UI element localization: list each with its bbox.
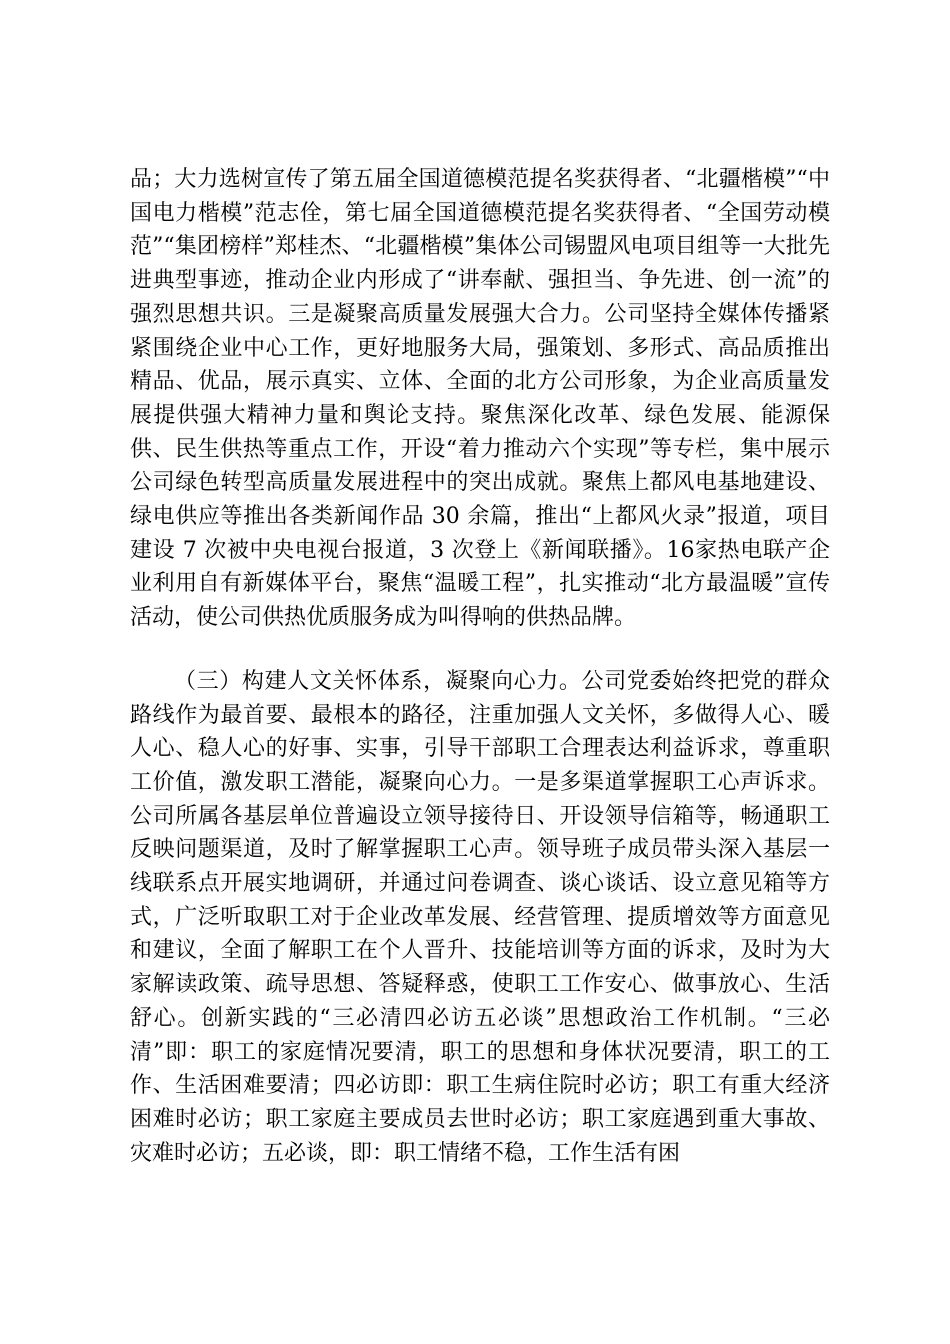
paragraph-section-three: （三）构建人文关怀体系，凝聚向心力。公司党委始终把党的群众路线作为最首要、最根本的路径，注重加强人文关怀，多做得人心、暖人心、稳人心的好事、实事，引导干部职工合理表达利益诉求，尊重职工价值，激发职工潜能，凝聚向心力。一是多渠道掌握职工心声诉求。公司所属各基层单位普遍设立领导接待日、开设领导信箱等，畅通职工反映问题渠道，及时了解掌握职工心声。领导班子成员带头深入基层一线联系点开展实地调研，并通过问卷调查、谈心谈话、设立意见箱等方式，广泛听取职工对于企业改革发展、经营管理、提质增效等方面意见和建议，全面了解职工在个人晋升、技能培训等方面的诉求，及时为大家解读政策、疏导思想、答疑释惑，使职工工作安心、做事放心、生活舒心。创新实践的“三必清四必访五必谈”思想政治工作机制。“三必清”即：职工的家庭情况要清，职工的思想和身体状况要清，职工的工作、生活困难要清；四必访即：职工生病住院时必访；职工有重大经济困难时必访；职工家庭主要成员去世时必访；职工家庭遇到重大事故、灾难时必访；五必谈，即：职工情绪不稳，工作生活有困 xyxy=(130,668,830,1166)
document-page xyxy=(130,163,830,1170)
paragraph-continuation: 品；大力选树宣传了第五届全国道德模范提名奖获得者、“北疆楷模”“中国电力楷模”范志佺，第七届全国道德模范提名奖获得者、“全国劳动模范”“集团榜样”郑桂杰、“北疆楷模”集体公司锡盟风电项目组等一大批先进典型事迹，推动企业内形成了“讲奉献、强担当、争先进、创一流”的强烈思想共识。三是凝聚高质量发展强大合力。公司坚持全媒体传播紧紧围绕企业中心工作，更好地服务大局，强策划、多形式、高品质推出精品、优品，展示真实、立体、全面的北方公司形象，为企业高质量发展提供强大精神力量和舆论支持。聚焦深化改革、绿色发展、能源保供、民生供热等重点工作，开设“着力推动六个实现”等专栏，集中展示公司绿色转型高质量发展进程中的突出成就。聚焦上都风电基地建设、绿电供应等推出各类新闻作品 30 余篇，推出“上都风火录”报道，项目建设 7 次被中央电视台报道，3 次登上《新闻联播》。16家热电联产企业利用自有新媒体平台，聚焦“温暖工程”，扎实推动“北方最温暖”宣传活动，使公司供热优质服务成为叫得响的供热品牌。 xyxy=(130,167,830,631)
